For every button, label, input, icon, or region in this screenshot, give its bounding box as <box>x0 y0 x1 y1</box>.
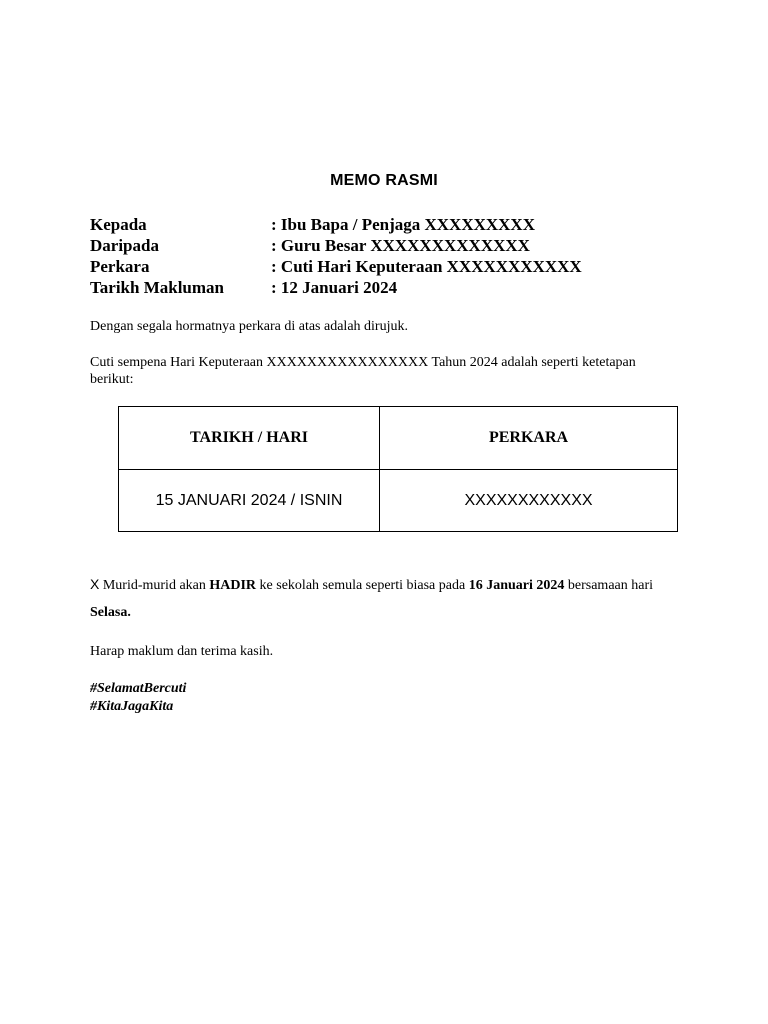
leave-table <box>118 406 678 532</box>
hashtags <box>90 680 186 716</box>
header-value: : 12 Januari 2024 <box>271 278 398 297</box>
notice-bold-date: 16 Januari 2024 <box>468 578 565 593</box>
notice-bold-day: Selasa. <box>90 605 131 620</box>
table-header-row <box>119 407 678 470</box>
notice-text: bersamaan hari <box>564 578 654 593</box>
notice-text: Murid-murid akan <box>99 578 210 593</box>
notice-text: ke sekolah semula seperti biasa pada <box>256 578 469 593</box>
hashtag: #SelamatBercuti <box>90 681 187 696</box>
intro-paragraph: Dengan segala hormatnya perkara di atas adalah dirujuk. <box>90 319 408 334</box>
memo-header <box>90 214 582 298</box>
header-row-daripada <box>90 235 582 256</box>
cell-date: 15 JANUARI 2024 / ISNIN <box>119 470 380 532</box>
table-row <box>119 470 678 532</box>
closing-line: Harap maklum dan terima kasih. <box>90 644 274 659</box>
hashtag: #KitaJagaKita <box>90 699 174 714</box>
column-header-matter: PERKARA <box>380 407 678 470</box>
header-value: : Cuti Hari Keputeraan XXXXXXXXXXX <box>271 257 582 276</box>
memo-title: MEMO RASMI <box>330 172 438 189</box>
header-row-tarikh-makluman <box>90 277 582 298</box>
x-mark: X <box>90 576 100 592</box>
header-row-kepada <box>90 214 582 235</box>
announcement-paragraph: Cuti sempena Hari Keputeraan XXXXXXXXXXXXXXXX Tahun 2024 adalah seperti ketetapan berikut: <box>90 355 636 387</box>
header-value: : Guru Besar XXXXXXXXXXXXX <box>271 236 530 255</box>
notice-bold-hadir: HADIR <box>209 578 257 593</box>
header-label: Daripada <box>90 236 159 255</box>
header-label: Perkara <box>90 257 150 276</box>
header-row-perkara <box>90 256 582 277</box>
header-label: Kepada <box>90 215 147 234</box>
header-value: : Ibu Bapa / Penjaga XXXXXXXXX <box>271 215 535 234</box>
header-label: Tarikh Makluman <box>90 278 224 297</box>
column-header-date: TARIKH / HARI <box>119 407 380 470</box>
cell-matter: XXXXXXXXXXXX <box>380 470 678 532</box>
return-notice <box>90 571 690 626</box>
